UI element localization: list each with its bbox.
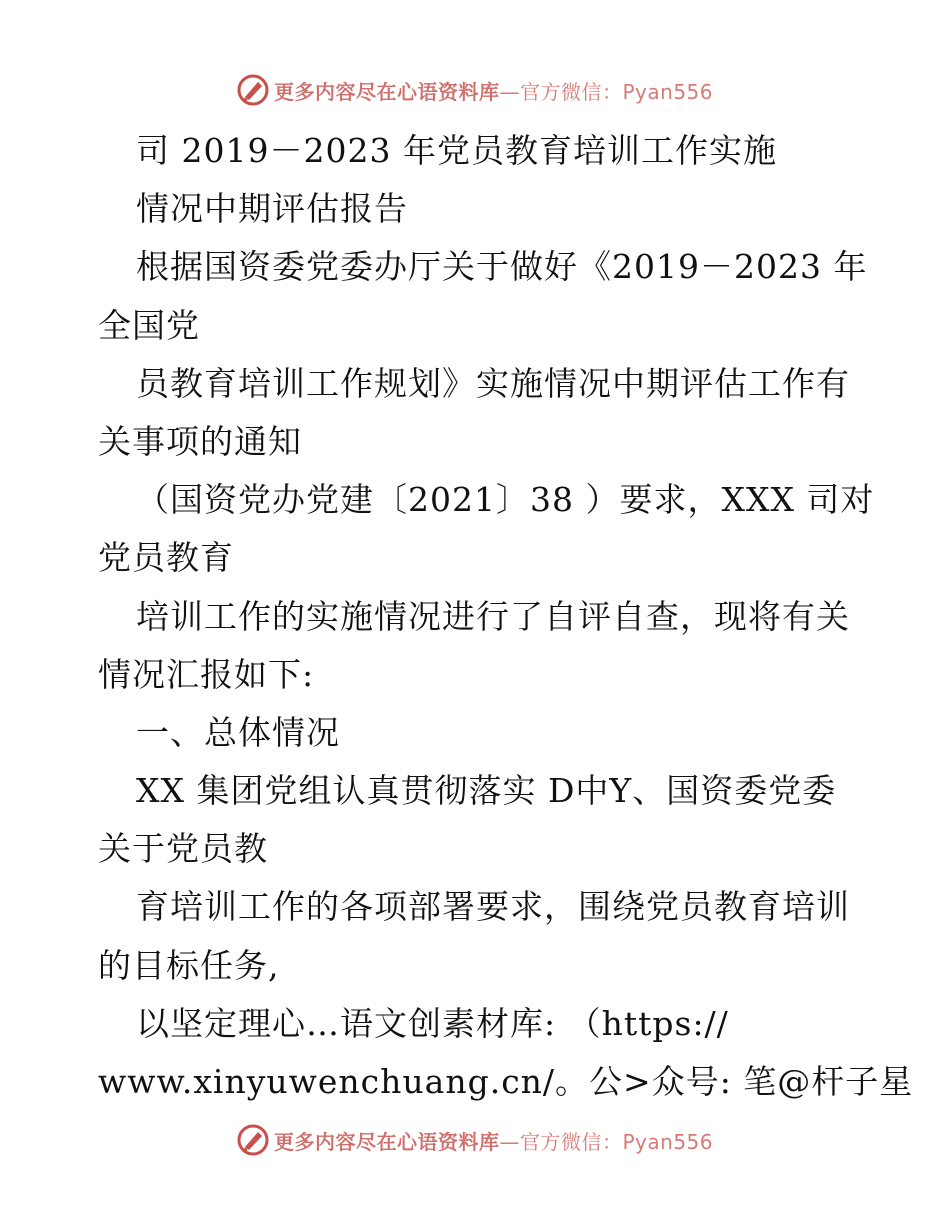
doc-paragraph-line: 全国党 (98, 305, 200, 345)
watermark-dash: — (499, 79, 520, 104)
doc-title-line-1: 司 2019－2023 年党员教育培训工作实施 (136, 131, 777, 170)
doc-title-line-2: 情况中期评估报告 (136, 189, 408, 229)
doc-paragraph-line: 情况汇报如下: (98, 654, 315, 694)
watermark-contact: 官方微信：Pyan556 (520, 1129, 714, 1154)
watermark-contact: 官方微信：Pyan556 (520, 79, 714, 104)
doc-paragraph-line: 党员教育 (98, 538, 234, 578)
doc-paragraph-line: 培训工作的实施情况进行了自评自查，现将有关 (136, 596, 850, 636)
doc-paragraph-line: 关于党员教 (98, 829, 268, 869)
doc-paragraph-line: www.xinyuwenchuang.cn/。公>众号: 笔@杆子星 (98, 1062, 914, 1101)
doc-paragraph-line: 育培训工作的各项部署要求，围绕党员教育培训 (136, 887, 850, 927)
doc-paragraph-line: 员教育培训工作规划》实施情况中期评估工作有 (136, 363, 850, 403)
watermark-footer (236, 1120, 713, 1160)
pen-seal-icon (236, 73, 270, 107)
doc-paragraph-line: 关事项的通知 (98, 421, 302, 461)
doc-paragraph-line: 以坚定理心…语文创素材库: （https:// (136, 1003, 729, 1043)
doc-section-heading: 一、总体情况 (136, 712, 340, 752)
watermark-dash: — (499, 1129, 520, 1154)
doc-paragraph-line: 根据国资委党委办厅关于做好《2019－2023 年 (136, 247, 868, 287)
pen-seal-icon (236, 1123, 270, 1157)
watermark-brand: 更多内容尽在心语资料库 (274, 79, 500, 104)
watermark-brand: 更多内容尽在心语资料库 (274, 1129, 500, 1154)
document-body (98, 122, 914, 1111)
doc-paragraph-line: 的目标任务, (98, 945, 280, 985)
doc-paragraph-line: XX 集团党组认真贯彻落实 D中Y、国资委党委 (136, 771, 837, 811)
doc-paragraph-line: （国资党办党建〔2021〕38 ）要求，XXX 司对 (136, 480, 875, 520)
watermark-header (236, 70, 713, 110)
